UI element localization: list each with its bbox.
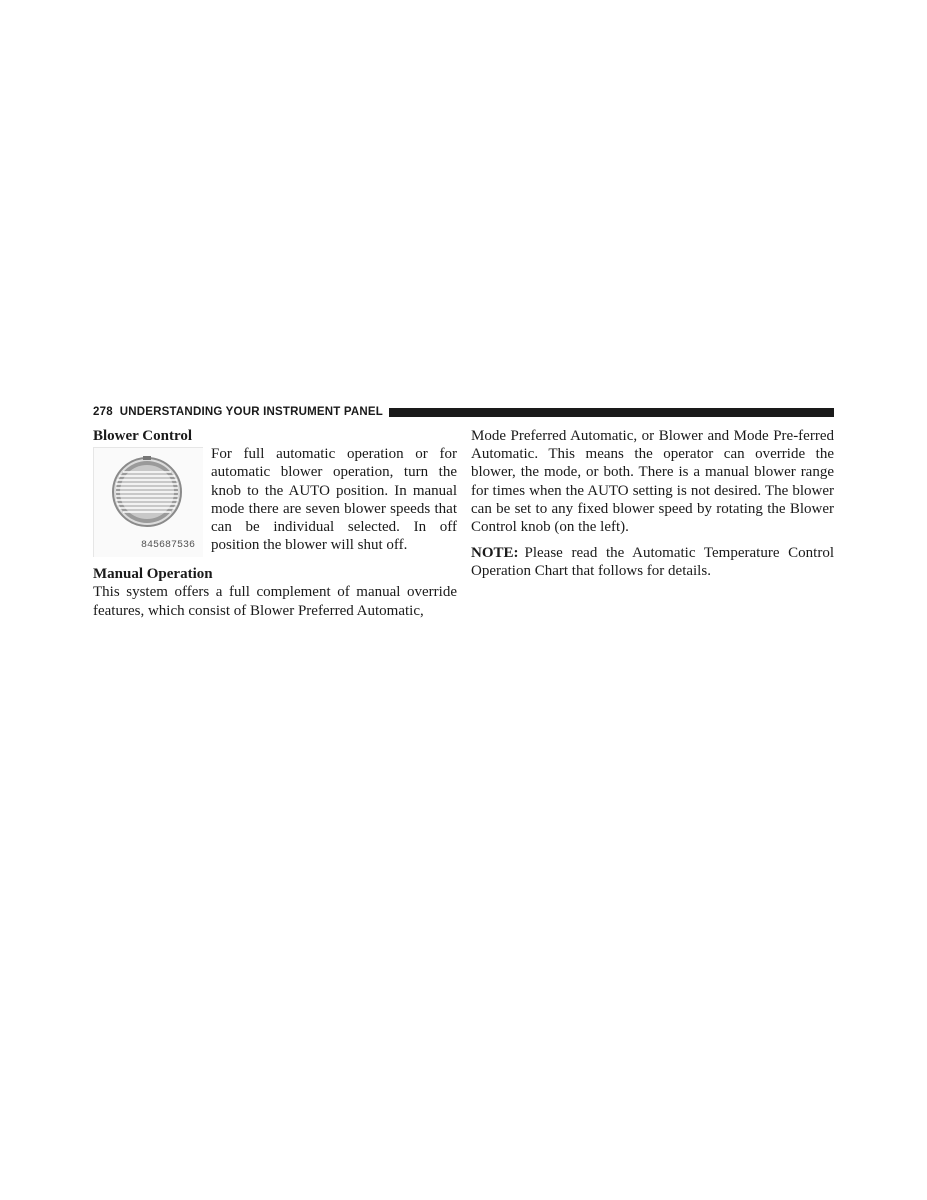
- page-number: 278: [93, 406, 113, 418]
- page-header: [93, 405, 834, 419]
- section-title: UNDERSTANDING YOUR INSTRUMENT PANEL: [119, 406, 383, 418]
- blower-control-heading: Blower Control: [93, 428, 193, 444]
- header-rule-bar: [389, 408, 834, 417]
- right-column: [471, 427, 834, 589]
- note-paragraph: [471, 544, 834, 580]
- blower-knob-figure: [93, 447, 203, 557]
- blower-knob-icon: [93, 447, 203, 557]
- manual-operation-text: This system offers a full complement of manual override features, which consist of Blower Preferred Automatic,: [93, 584, 457, 619]
- override-paragraph: Mode Preferred Automatic, or Blower and Mode Pre-ferred Automatic. This means the operator can override the blower, the mode, or both. There is a manual blower range for times when the AUTO setting is not desired. The blower can be set to any fixed blower speed by rotating the Blower Control knob (on the left).: [471, 428, 834, 536]
- left-column: [93, 427, 457, 620]
- blower-control-text: For full automatic operation or for automatic blower operation, turn the knob to the AUTO position. In manual mode there are seven blower speeds that can be individual selected. In off position the blower will shut off.: [211, 446, 457, 554]
- blower-control-block: [93, 445, 457, 557]
- note-text: Please read the Automatic Temperature Control Operation Chart that follows for details.: [471, 545, 834, 580]
- note-label: NOTE:: [471, 545, 519, 562]
- figure-code-label: 845687536: [141, 540, 196, 552]
- manual-operation-heading: Manual Operation: [93, 566, 213, 583]
